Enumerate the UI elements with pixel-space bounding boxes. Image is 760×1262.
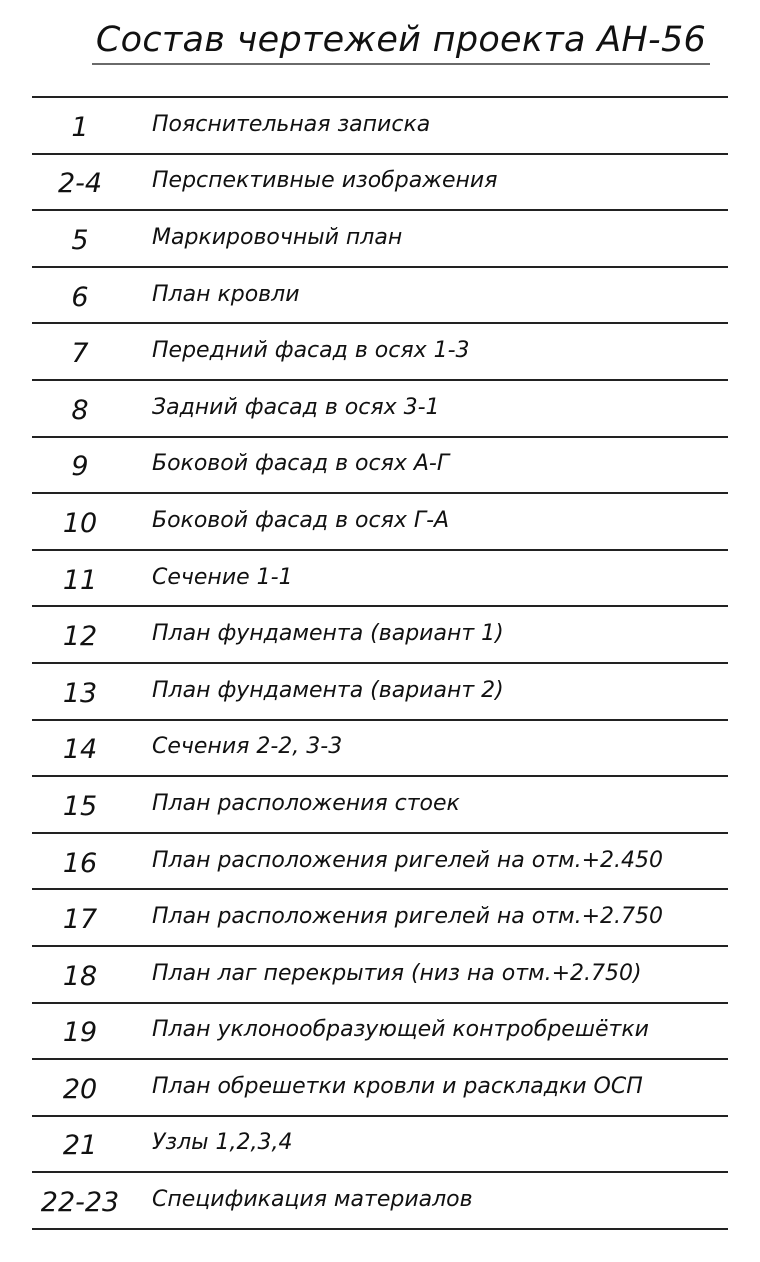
sheet-title: План кровли bbox=[152, 281, 300, 307]
table-row bbox=[32, 494, 728, 551]
sheet-number: 10 bbox=[62, 507, 98, 539]
sheet-title: Сечение 1-1 bbox=[152, 564, 293, 590]
table-row bbox=[32, 1173, 728, 1230]
sheet-title: Маркировочный план bbox=[152, 224, 403, 250]
sheet-number: 13 bbox=[62, 677, 98, 709]
table-row bbox=[32, 155, 728, 212]
table-row bbox=[32, 777, 728, 834]
table-row bbox=[32, 98, 728, 155]
sheet-number: 1 bbox=[71, 111, 89, 143]
sheet-number: 18 bbox=[62, 960, 98, 992]
table-row bbox=[32, 721, 728, 778]
table-row bbox=[32, 1060, 728, 1117]
table-row bbox=[32, 834, 728, 891]
sheet-title: План расположения ригелей на отм.+2.750 bbox=[152, 904, 664, 930]
sheet-title: Передний фасад в осях 1-3 bbox=[152, 338, 470, 364]
table-row bbox=[32, 890, 728, 947]
table-row bbox=[32, 381, 728, 438]
sheet-title: План уклонообразующей контробрешётки bbox=[152, 1017, 649, 1043]
sheet-number: 22-23 bbox=[40, 1187, 120, 1219]
sheet-title: Пояснительная записка bbox=[152, 111, 431, 137]
table-row bbox=[32, 268, 728, 325]
sheet-title: Узлы 1,2,3,4 bbox=[152, 1130, 293, 1156]
sheet-title: Боковой фасад в осях А-Г bbox=[152, 451, 450, 477]
sheet-title: Задний фасад в осях 3-1 bbox=[152, 394, 440, 420]
page-title: Состав чертежей проекта АН-56 bbox=[92, 18, 710, 65]
table-row bbox=[32, 947, 728, 1004]
sheet-title: Спецификация материалов bbox=[152, 1187, 473, 1213]
sheet-number: 9 bbox=[71, 451, 89, 483]
sheet-title: Боковой фасад в осях Г-А bbox=[152, 507, 450, 533]
sheet-number: 15 bbox=[62, 790, 98, 822]
table-row bbox=[32, 211, 728, 268]
sheet-title: План расположения стоек bbox=[152, 790, 460, 816]
table-row bbox=[32, 1004, 728, 1061]
sheet-number: 8 bbox=[71, 394, 89, 426]
sheet-title: План лаг перекрытия (низ на отм.+2.750) bbox=[152, 960, 642, 986]
sheet-number: 21 bbox=[62, 1130, 98, 1162]
sheet-number: 6 bbox=[71, 281, 89, 313]
sheet-title: План фундамента (вариант 1) bbox=[152, 621, 504, 647]
sheet-number: 5 bbox=[71, 224, 89, 256]
sheet-number: 19 bbox=[62, 1017, 98, 1049]
table-row bbox=[32, 551, 728, 608]
sheet-number: 16 bbox=[62, 847, 98, 879]
sheet-title: План расположения ригелей на отм.+2.450 bbox=[152, 847, 664, 873]
drawings-table bbox=[32, 96, 728, 1230]
sheet-number: 7 bbox=[71, 338, 89, 370]
sheet-number: 20 bbox=[62, 1073, 98, 1105]
sheet-title: План фундамента (вариант 2) bbox=[152, 677, 504, 703]
sheet-title: Сечения 2-2, 3-3 bbox=[152, 734, 343, 760]
table-row bbox=[32, 607, 728, 664]
sheet-title: Перспективные изображения bbox=[152, 168, 498, 194]
sheet-number: 12 bbox=[62, 621, 98, 653]
table-row bbox=[32, 1117, 728, 1174]
sheet-number: 11 bbox=[62, 564, 98, 596]
sheet-number: 14 bbox=[62, 734, 98, 766]
sheet-number: 2-4 bbox=[57, 168, 103, 200]
sheet-title: План обрешетки кровли и раскладки ОСП bbox=[152, 1073, 643, 1099]
table-row bbox=[32, 324, 728, 381]
title-container bbox=[0, 18, 760, 65]
table-row bbox=[32, 664, 728, 721]
sheet-number: 17 bbox=[62, 904, 98, 936]
table-row bbox=[32, 438, 728, 495]
